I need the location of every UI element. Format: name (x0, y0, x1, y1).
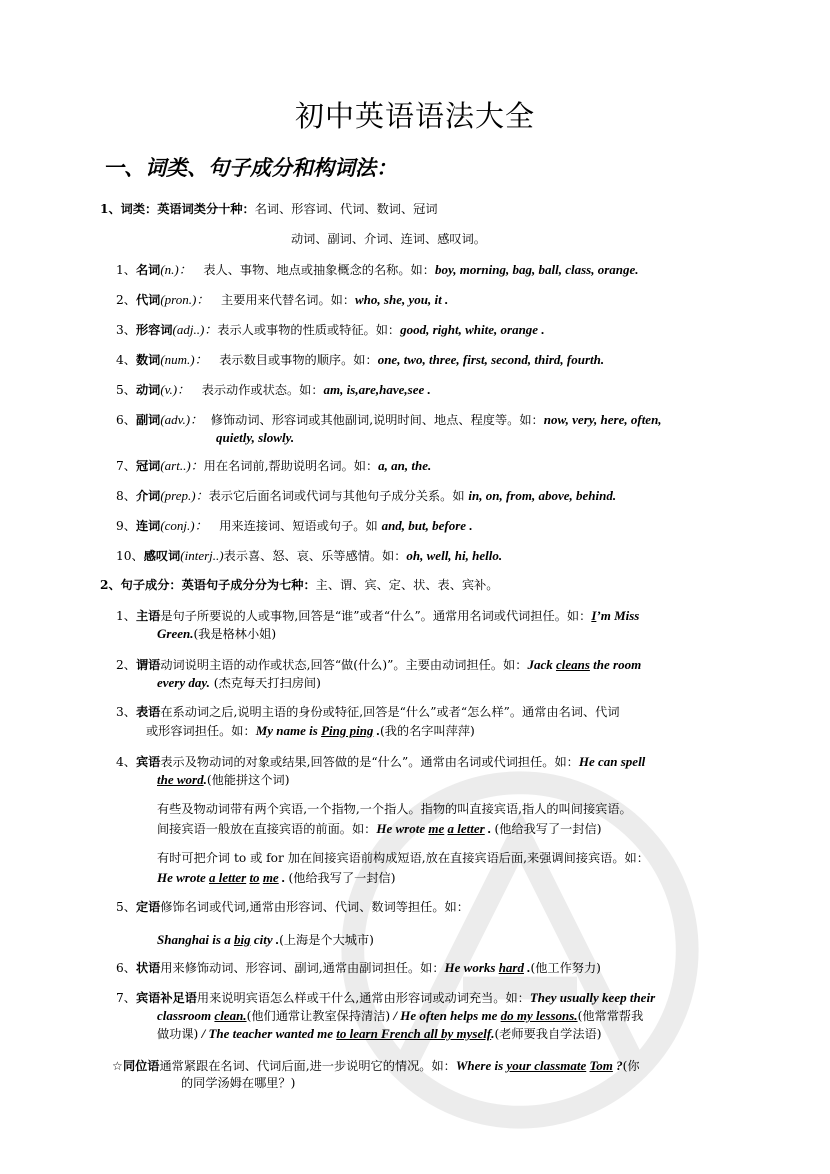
sentence-intro: 2、句子成分：英语句子成分分为七种：主、谓、宾、定、状、表、宾补。 (100, 578, 499, 592)
sentence-attribute-example: Shanghai is a big city .(上海是个大城市) (157, 932, 374, 947)
sentence-object-cont: the word.(他能拼这个词) (157, 772, 290, 787)
sentence-appositive: ☆同位语通常紧跟在名词、代词后面,进一步说明它的情况。如：Where is your classmate Tom ?(你 (112, 1058, 640, 1073)
section-heading: 一、词类、句子成分和构词法： (103, 155, 397, 180)
wordclass-item-adverb-cont: quietly, slowly. (216, 430, 295, 445)
sentence-object-para2: 有时可把介词 to 或 for 加在间接宾语前构成短语,放在直接宾语后面,来强调间接宾语。如： (157, 851, 649, 865)
sentence-subject: 1、主语是句子所要说的人或事物,回答是“谁”或者“什么”。通常用名词或代词担任。如：I’m Miss (116, 608, 640, 623)
sentence-object: 4、宾语表示及物动词的对象或结果,回答做的是“什么”。通常由名词或代词担任。如：He can spell (116, 754, 646, 769)
wordclass-intro-cont: 动词、副词、介词、连词、感叹词。 (291, 232, 486, 246)
wordclass-item-interjection: 10、感叹词(interj..)表示喜、怒、哀、乐等感情。如：oh, well, hi, hello. (116, 548, 503, 563)
sentence-predicative-cont: 或形容词担任。如：My name is Ping ping .(我的名字叫萍萍) (146, 723, 475, 738)
wordclass-item-article: 7、冠词(art..)：用在名词前,帮助说明名词。如：a, an, the. (116, 458, 432, 473)
wordclass-item-verb: 5、动词(v.)： 表示动作或状态。如：am, is,are,have,see . (116, 382, 431, 397)
wordclass-item-noun: 1、名词(n.)： 表人、事物、地点或抽象概念的名称。如：boy, morning, bag, ball, class, orange. (116, 262, 639, 277)
page-title: 初中英语语法大全 (294, 99, 535, 133)
sentence-complement-cont2: 做功课) / The teacher wanted me to learn French all by myself.(老师要我自学法语) (157, 1026, 602, 1041)
sentence-appositive-cont: 的同学汤姆在哪里？) (181, 1076, 296, 1090)
sentence-object-para2-cont: He wrote a letter to me . (他给我写了一封信) (157, 870, 396, 885)
sentence-object-para1-cont: 间接宾语一般放在直接宾语的前面。如：He wrote me a letter . (他给我写了一封信) (157, 821, 602, 836)
sentence-predicate-cont: every day. (杰克每天打扫房间) (157, 675, 321, 690)
sentence-predicate: 2、谓语动词说明主语的动作或状态,回答“做(什么)”。主要由动词担任。如：Jack cleans the room (116, 657, 642, 672)
sentence-adverbial: 6、状语用来修饰动词、形容词、副词,通常由副词担任。如：He works hard .(他工作努力) (116, 960, 601, 975)
sentence-subject-cont: Green.(我是格林小姐) (157, 626, 277, 641)
wordclass-intro: 1、词类：英语词类分十种：名词、形容词、代词、数词、冠词 (100, 202, 438, 216)
sentence-object-para1: 有些及物动词带有两个宾语,一个指物,一个指人。指物的叫直接宾语,指人的叫间接宾语。 (157, 802, 632, 816)
wordclass-item-preposition: 8、介词(prep.)：表示它后面名词或代词与其他句子成分关系。如 in, on, from, above, behind. (116, 488, 617, 503)
sentence-attribute: 5、定语修饰名词或代词,通常由形容词、代词、数词等担任。如： (116, 900, 469, 914)
sentence-complement-cont: classroom clean.(他们通常让教室保持清洁) / He often helps me do my lessons.(他常常帮我 (157, 1008, 644, 1023)
wordclass-item-pronoun: 2、代词(pron.)： 主要用来代替名词。如：who, she, you, it . (116, 292, 449, 307)
wordclass-item-conjunction: 9、连词(conj.)： 用来连接词、短语或句子。如 and, but, before . (116, 518, 473, 533)
sentence-complement: 7、宾语补足语用来说明宾语怎么样或干什么,通常由形容词或动词充当。如：They usually keep their (116, 990, 656, 1005)
wordclass-item-adverb: 6、副词(adv.)： 修饰动词、形容词或其他副词,说明时间、地点、程度等。如：now, very, here, often, (116, 412, 662, 427)
wordclass-item-numeral: 4、数词(num.)： 表示数目或事物的顺序。如：one, two, three, first, second, third, fourth. (116, 352, 605, 367)
wordclass-item-adjective: 3、形容词(adj..)：表示人或事物的性质或特征。如：good, right, white, orange . (116, 322, 545, 337)
sentence-predicative: 3、表语在系动词之后,说明主语的身份或特征,回答是“什么”或者“怎么样”。通常由名词、代词 (116, 705, 620, 719)
